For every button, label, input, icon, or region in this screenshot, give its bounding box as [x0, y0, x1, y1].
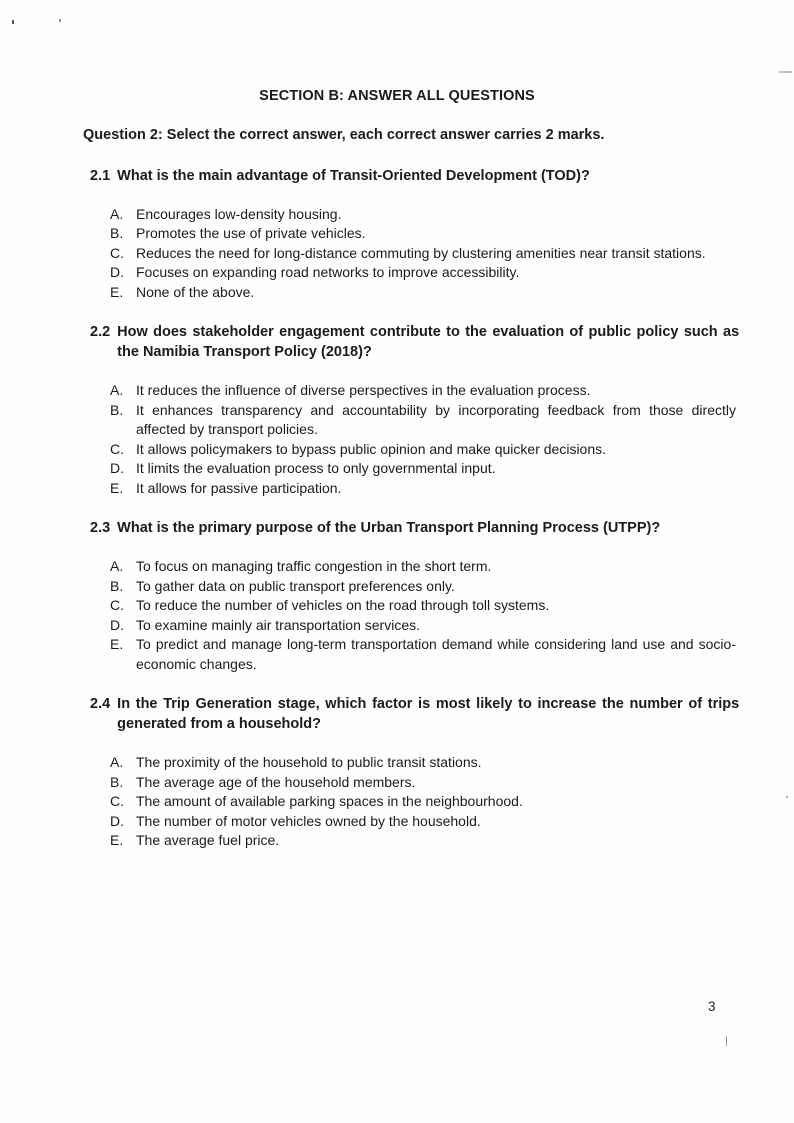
question-number: 2.2 [90, 324, 111, 340]
option-text: None of the above. [136, 283, 255, 300]
option-row [110, 792, 750, 812]
option-row [110, 440, 750, 460]
option-row [110, 205, 750, 225]
question-number: 2.3 [90, 520, 111, 536]
option-text: Encourages low-density housing. [136, 205, 342, 222]
option-row [110, 401, 750, 440]
options-list [0, 205, 794, 303]
option-letter: A. [110, 205, 124, 222]
option-text: It limits the evaluation process to only governmental input. [136, 460, 496, 476]
option-text: It enhances transparency and accountability by incorporating feedback from those directly affected by transport policies. [136, 401, 736, 437]
option-text: To examine mainly air transportation services. [136, 616, 421, 633]
question-text: In the Trip Generation stage, which factor is most likely to increase the number of trips generated from a household? [117, 696, 740, 732]
question-heading [90, 518, 754, 538]
option-text: It allows policymakers to bypass public opinion and make quicker decisions. [136, 440, 607, 457]
options-list [0, 381, 794, 498]
scan-artifact-tick [726, 1036, 727, 1046]
option-letter: C. [110, 597, 124, 613]
options-list [0, 557, 794, 674]
option-letter: B. [110, 577, 124, 594]
option-letter: C. [110, 244, 124, 261]
option-letter: E. [110, 636, 124, 652]
option-letter: A. [110, 754, 124, 770]
option-text: Promotes the use of private vehicles. [136, 225, 366, 241]
option-row [110, 616, 750, 636]
option-text: To focus on managing traffic congestion in the short term. [136, 558, 492, 574]
option-text: It reduces the influence of diverse perspectives in the evaluation process. [136, 382, 591, 398]
option-row [110, 635, 750, 674]
option-row [110, 479, 750, 499]
option-row [110, 753, 750, 773]
option-letter: C. [110, 440, 124, 457]
option-letter: B. [110, 401, 124, 418]
question-heading [90, 322, 754, 362]
page-number: 3 [708, 999, 716, 1014]
option-row [110, 577, 750, 597]
question-2-1 [0, 166, 794, 303]
option-letter: E. [110, 283, 124, 300]
section-title: SECTION B: ANSWER ALL QUESTIONS [259, 88, 535, 104]
scan-artifact-dot [12, 20, 14, 24]
option-letter: B. [110, 773, 124, 790]
option-row [110, 773, 750, 793]
option-letter: D. [110, 460, 124, 476]
option-text: Focuses on expanding road networks to improve accessibility. [136, 264, 520, 280]
option-letter: A. [110, 558, 124, 574]
question-text: How does stakeholder engagement contribute to the evaluation of public policy such as the Namibia Transport Policy (2018)? [117, 324, 740, 360]
option-row [110, 557, 750, 577]
option-letter: C. [110, 793, 124, 809]
options-list [0, 753, 794, 851]
question-2-2 [0, 322, 794, 498]
option-letter: E. [110, 479, 124, 496]
option-text: The average fuel price. [136, 832, 280, 848]
option-letter: B. [110, 225, 124, 241]
option-letter: D. [110, 264, 124, 280]
option-text: The average age of the household members. [136, 773, 416, 790]
option-text: To reduce the number of vehicles on the road through toll systems. [136, 597, 550, 613]
option-row [110, 224, 750, 244]
option-row [110, 381, 750, 401]
question-2-3 [0, 518, 794, 674]
scan-artifact-dot [59, 19, 61, 22]
option-text: To gather data on public transport preferences only. [136, 577, 455, 594]
option-letter: E. [110, 832, 124, 848]
question-number: 2.4 [90, 696, 111, 712]
scan-artifact-dot [786, 796, 788, 798]
option-letter: D. [110, 616, 124, 633]
option-letter: A. [110, 382, 124, 398]
option-text: The proximity of the household to public transit stations. [136, 754, 482, 770]
question-2-intro: Question 2: Select the correct answer, each correct answer carries 2 marks. [83, 127, 605, 143]
option-row [110, 283, 750, 303]
option-row [110, 244, 750, 264]
question-text: What is the main advantage of Transit-Oriented Development (TOD)? [117, 167, 590, 184]
option-row [110, 812, 750, 832]
question-number: 2.1 [90, 167, 111, 184]
question-heading [90, 166, 754, 186]
option-text: The amount of available parking spaces in the neighbourhood. [136, 793, 523, 809]
option-row [110, 459, 750, 479]
option-row [110, 263, 750, 283]
question-text: What is the primary purpose of the Urban Transport Planning Process (UTPP)? [117, 520, 661, 536]
scan-artifact-dash [779, 71, 792, 73]
question-heading [90, 694, 754, 734]
option-text: The number of motor vehicles owned by the household. [136, 812, 481, 829]
question-2-4 [0, 694, 794, 851]
option-letter: D. [110, 812, 124, 829]
option-text: Reduces the need for long-distance commuting by clustering amenities near transit stations. [136, 244, 706, 261]
option-row [110, 596, 750, 616]
option-text: It allows for passive participation. [136, 479, 342, 496]
option-text: To predict and manage long-term transportation demand while considering land use and socio-economic changes. [136, 636, 736, 672]
option-row [110, 831, 750, 851]
